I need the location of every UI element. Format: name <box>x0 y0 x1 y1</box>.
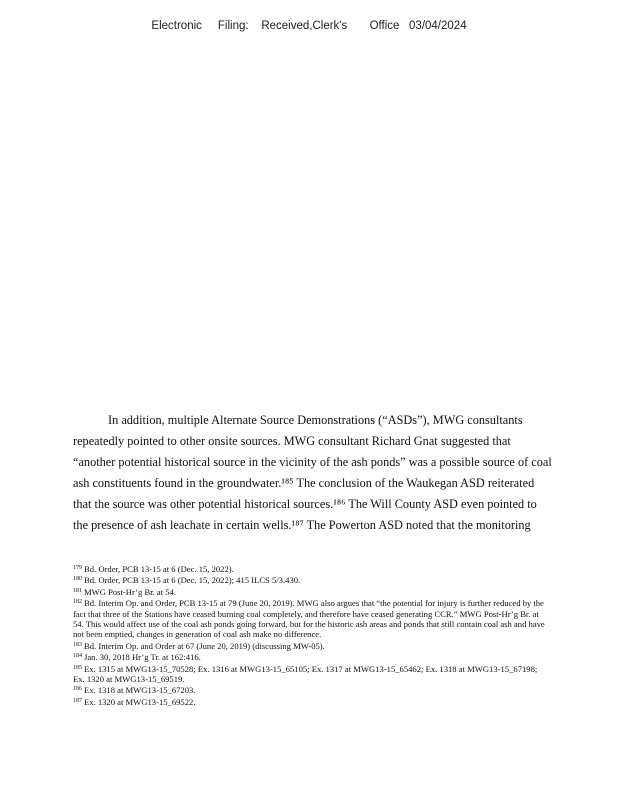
footnote-number: 184 <box>73 653 82 660</box>
footnote-text: Bd. Interim Op. and Order at 67 (June 20, 2019) (discussing MW-05). <box>84 640 325 651</box>
footnote-number: 185 <box>73 664 82 671</box>
footnote <box>73 696 549 707</box>
footnote <box>73 586 549 597</box>
body-line: In addition, multiple Alternate Source Demonstrations (“ASDs”), MWG consultants <box>108 413 523 427</box>
footnote <box>73 640 549 651</box>
footnote-text: Bd. Order, PCB 13-15 at 6 (Dec. 15, 2022); 415 ILCS 5/3.430. <box>84 575 301 586</box>
body-line: repeatedly pointed to other onsite sources. MWG consultant Richard Gnat suggested that <box>73 434 511 448</box>
footnotes <box>73 563 549 707</box>
footnote <box>73 574 549 585</box>
footnote-number: 179 <box>73 565 82 571</box>
footnote <box>73 663 549 685</box>
footnote-number: 181 <box>73 587 82 594</box>
footnote-number: 186 <box>73 686 82 693</box>
footnote-text: Ex. 1315 at MWG13-15_70528; Ex. 1316 at MWG13-15_65105; Ex. 1317 at MWG13-15_65462; Ex. 1318 at MWG13-15_67198; Ex. 1320 at MWG13-15_69519. <box>73 663 538 685</box>
footnote <box>73 563 549 574</box>
footnote-number: 182 <box>73 599 82 606</box>
footnote-text: MWG Post-Hr’g Br. at 54. <box>84 586 176 597</box>
body-line: “another potential historical source in the vicinity of the ash ponds” was a possible source of coal <box>73 455 552 469</box>
filing-header: Electronic Filing: Received,Clerk's Office 03/04/2024 <box>151 20 467 32</box>
footnote-text: Bd. Interim Op. and Order, PCB 13-15 at 79 (June 20, 2019). MWG also argues that “the potential for injury is further reduced by the fact that three of the Stations have ceased burning coal completely, and therefore have ceased generating CCR.” MWG Post-Hr’g Br. at 54. This would affect use of the coal ash ponds going forward, but for the historic ash areas and ponds that still contain coal ash and have not been emptied, changes in generation of coal ash make no difference. <box>73 598 545 640</box>
footnote-number: 183 <box>73 641 82 648</box>
body-line: ash constituents found in the groundwater.¹⁸⁵ The conclusion of the Waukegan ASD reiterated <box>73 476 535 490</box>
footnote <box>73 684 549 695</box>
footnote <box>73 597 549 640</box>
body-line: that the source was other potential historical sources.¹⁸⁶ The Will County ASD even pointed to <box>73 497 537 511</box>
footnote-text: Ex. 1320 at MWG13-15_69522. <box>84 696 196 707</box>
footnote-number: 187 <box>73 697 82 704</box>
footnote-text: Ex. 1318 at MWG13-15_67203. <box>84 685 196 696</box>
body-paragraph <box>73 410 567 536</box>
footnote-text: Jan. 30, 2018 Hr’g Tr. at 162:416. <box>84 652 201 663</box>
footnote-number: 180 <box>73 576 82 583</box>
footnote <box>73 651 549 662</box>
body-line: the presence of ash leachate in certain wells.¹⁸⁷ The Powerton ASD noted that the monitoring <box>73 518 531 532</box>
footnote-text: Bd. Order, PCB 13-15 at 6 (Dec. 15, 2022). <box>84 564 234 574</box>
